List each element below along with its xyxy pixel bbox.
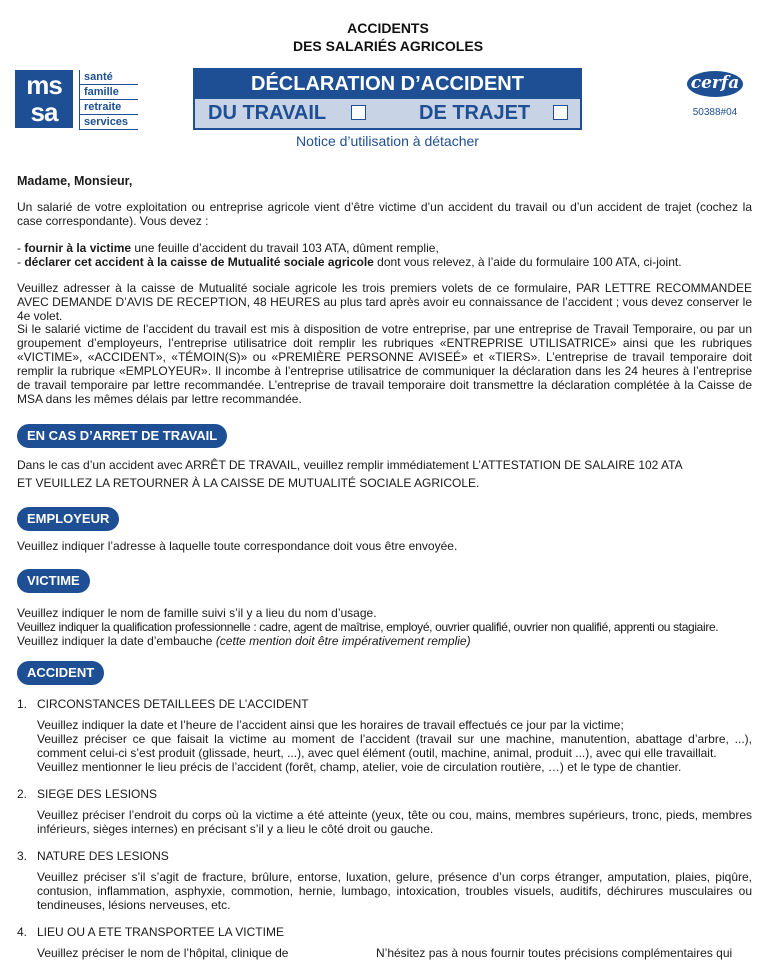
accident-item-text: Veuillez préciser ce que faisait la victime au moment de l’accident (travail sur une machine, manutention, abattage d’arbre, ...), comment celui-ci s’est produit (glissade, heurt, ...), avec quel élément (outil, machine, animal, produit ...), avec qui elle travaillait. xyxy=(37,732,752,760)
item-number: 1. xyxy=(17,697,28,711)
item-title-text: NATURE DES LESIONS xyxy=(37,849,169,863)
item-title-text: SIEGE DES LESIONS xyxy=(37,787,158,801)
bullet-bold: fournir à la victime xyxy=(24,241,132,255)
work-accident-checkbox[interactable] xyxy=(351,105,366,120)
arret-text-line1: Dans le cas d’un accident avec ARRÊT DE TRAVAIL, veuillez remplir immédiatement L’ATTESTATION DE SALAIRE 102 ATA xyxy=(17,458,683,472)
msa-logo-mark xyxy=(15,70,73,128)
victime-embauche-note: (cette mention doit être impérativement remplie) xyxy=(215,634,471,648)
item-number: 3. xyxy=(17,849,28,863)
intro-paragraph-1: Un salarié de votre exploitation ou entreprise agricole vient d’être victime d’un accident du travail ou d’un accident de trajet (cochez la case correspondante). Vous devez : xyxy=(17,200,752,228)
msa-logo-letters-top: ms xyxy=(26,70,62,100)
notice-text: Notice d’utilisation à détacher xyxy=(296,133,479,149)
bullet-item: - déclarer cet accident à la caisse de Mutualité sociale agricole dont vous relevez, à l’aide du formulaire 100 ATA, ci-joint. xyxy=(17,255,682,269)
bullet-text: une feuille d’accident du travail 103 ATA, dûment remplie, xyxy=(131,241,439,255)
item-title-text: LIEU OU A ETE TRANSPORTEE LA VICTIME xyxy=(37,925,284,939)
section-heading-employeur: EMPLOYEUR xyxy=(17,507,119,531)
intro-paragraph-2: Veuillez adresser à la caisse de Mutualité sociale agricole les trois premiers volets de ce formulaire, PAR LETTRE RECOMMANDEE AVEC DEMANDE D’AVIS DE RECEPTION, 48 HEURES au plus tard après avoir eu connaissance de l’accident ; vous devez conserver le 4e volet. xyxy=(17,281,752,323)
accident-item-title xyxy=(17,697,309,711)
intro-paragraph-3: Si le salarié victime de l’accident du travail est mis à disposition de votre entreprise, par une entreprise de Travail Temporaire, ou par un groupement d’employeurs, l’entreprise utilisatrice doit remplir les rubriques «ENTREPRISE UTILISATRICE» ainsi que les rubriques «VICTIME», «ACCIDENT», «TÉMOIN(S)» ou «PREMIÈRE PERSONNE AVISEÉ» et «TIERS». L’entreprise de travail temporaire doit remplir la rubrique «EMPLOYEUR». Il incombe à l’entreprise utilisatrice de communiquer la déclaration dans les 24 heures à l’entreprise de travail temporaire par lettre recommandée. L’entreprise de travail temporaire doit transmettre la déclaration complétée à la Caisse de MSA dans les mêmes délais par lettre recommandée. xyxy=(17,322,752,406)
accident-item-title xyxy=(17,925,284,939)
accident-item-text: Veuillez mentionner le lieu précis de l’accident (forêt, champ, atelier, voie de circulation routière, …) et le type de chantier. xyxy=(37,760,682,774)
msa-tag: services xyxy=(80,115,138,130)
commute-accident-checkbox[interactable] xyxy=(553,105,568,120)
option-work-label: DU TRAVAIL xyxy=(208,102,327,124)
item-title-text: CIRCONSTANCES DETAILLEES DE L’ACCIDENT xyxy=(37,697,309,711)
victime-text-line2: Veuillez indiquer la qualification professionnelle : cadre, agent de maîtrise, employé, ouvrier qualifié, ouvrier non qualifié, apprenti ou stagiaire. xyxy=(17,620,719,634)
cerfa-reference: 50388#04 xyxy=(692,107,738,118)
msa-logo-letters-bottom: sa xyxy=(30,97,58,127)
accident-item-text-right: N’hésitez pas à nous fournir toutes précisions complémentaires qui xyxy=(376,946,733,960)
greeting: Madame, Monsieur, xyxy=(17,174,133,188)
accident-item-text: Veuillez indiquer la date et l’heure de l’accident ainsi que les horaires de travail effectués ce jour par la victime; xyxy=(37,718,624,732)
section-heading-victime: VICTIME xyxy=(17,569,90,593)
victime-text-line3 xyxy=(17,634,752,648)
accident-item-title xyxy=(17,787,157,801)
victime-embauche-text: Veuillez indiquer la date d’embauche xyxy=(17,634,216,648)
arret-text-line2: ET VEUILLEZ LA RETOURNER À LA CAISSE DE MUTUALITÉ SOCIALE AGRICOLE. xyxy=(17,476,480,490)
cerfa-logo xyxy=(686,70,744,98)
document-title-line2: DES SALARIÉS AGRICOLES xyxy=(292,38,484,54)
bullet-item: - fournir à la victime une feuille d’accident du travail 103 ATA, dûment remplie, xyxy=(17,241,439,255)
item-number: 4. xyxy=(17,925,28,939)
msa-logo-tags xyxy=(79,70,138,130)
accident-item-text: Veuillez préciser s’il s’agit de fracture, brûlure, entorse, luxation, gelure, présence d’un corps étranger, amputation, plaies, piqûre, contusion, inflammation, asphyxie, commotion, hernie, lumbago, intoxication, troubles visuels, auditifs, déchirures musculaires ou tendineuses, lésions nerveuses, etc. xyxy=(37,870,752,912)
item-number: 2. xyxy=(17,787,28,801)
declaration-type-options xyxy=(195,99,580,128)
msa-tag: santé xyxy=(80,70,138,85)
accident-item-text: Veuillez préciser l’endroit du corps où la victime a été atteinte (yeux, tête ou cou, mains, membres supérieurs, tronc, pieds, membres inférieurs, sièges internes) en précisant s’il y a lieu le côté droit ou gauche. xyxy=(37,808,752,836)
accident-item-text-left: Veuillez préciser le nom de l’hôpital, clinique de xyxy=(37,946,289,960)
section-heading-arret: EN CAS D’ARRET DE TRAVAIL xyxy=(17,424,227,448)
victime-text-line1: Veuillez indiquer le nom de famille suivi s’il y a lieu du nom d’usage. xyxy=(17,606,377,620)
bullet-text: dont vous relevez, à l’aide du formulaire 100 ATA, ci-joint. xyxy=(373,255,682,269)
section-heading-accident: ACCIDENT xyxy=(17,661,104,685)
option-commute-label: DE TRAJET xyxy=(419,102,531,124)
cerfa-logo-text: cerfa xyxy=(690,73,740,93)
accident-item-title xyxy=(17,849,169,863)
declaration-box xyxy=(193,68,582,130)
msa-logo xyxy=(15,70,139,130)
msa-tag: famille xyxy=(80,85,138,100)
declaration-title: DÉCLARATION D’ACCIDENT xyxy=(195,70,580,99)
employeur-text: Veuillez indiquer l’adresse à laquelle toute correspondance doit vous être envoyée. xyxy=(17,539,458,553)
bullet-bold: déclarer cet accident à la caisse de Mutualité sociale agricole xyxy=(24,255,374,269)
document-title-line1: ACCIDENTS xyxy=(347,20,429,36)
msa-tag: retraite xyxy=(80,100,138,115)
